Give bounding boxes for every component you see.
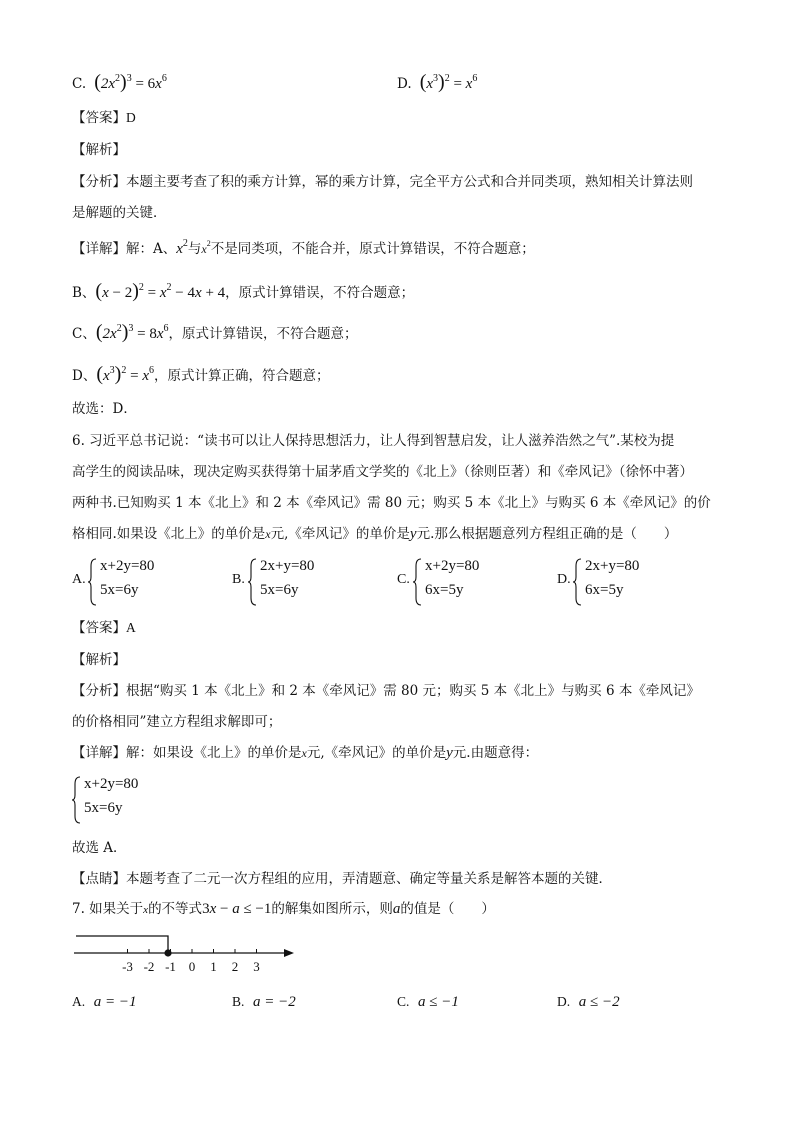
dianjing-text: 本题考查了二元一次方程组的应用，弄清题意、确定等量关系是解答本题的关键．	[126, 871, 612, 887]
q5-option-c	[72, 72, 167, 94]
q5-xiangjie-d	[72, 364, 329, 386]
system-row-2: 6x=5y	[585, 582, 624, 598]
stem-text: 元,《牵风记》的单价是	[270, 526, 410, 542]
q5-xiangjie-b	[72, 281, 414, 303]
system-row-1: x+2y=80	[425, 558, 480, 574]
math-x: x	[301, 746, 307, 760]
q6-dianjing	[72, 869, 612, 889]
q7-option	[557, 992, 620, 1012]
option-label: B.	[232, 994, 245, 1009]
xiangjie-text: 不是同类项，不能合并，原式计算错误，不符合题意；	[210, 241, 535, 257]
xiangjie-text: 与	[187, 241, 202, 257]
math-x: x	[143, 904, 149, 916]
system-row-2: 6x=5y	[425, 582, 464, 598]
q5-fenxi-line-1	[72, 172, 693, 192]
math-expr-c: $(2x^2)^3 = 8x^6$	[95, 321, 169, 343]
arrow-right-icon	[284, 949, 294, 957]
xiangjie-prefix: D、	[72, 368, 97, 384]
q5-option-d	[397, 72, 477, 94]
system-row-1: 2x+y=80	[585, 558, 640, 574]
system-row-2: 5x=6y	[260, 582, 299, 598]
q6-solution-system	[72, 776, 192, 824]
math-x2: $x^2$	[176, 238, 188, 257]
brace-icon	[72, 776, 82, 824]
q6-option-d-label: D.	[557, 572, 571, 587]
q7-option	[232, 992, 296, 1012]
stem-text: 7. 如果关于	[72, 901, 144, 917]
q6-option-system	[413, 558, 523, 606]
option-label: D.	[557, 994, 571, 1009]
xiangjie-text: ，原式计算正确，符合题意；	[153, 368, 330, 384]
q5-answer	[72, 108, 136, 128]
q6-jiexi: 【解析】	[72, 652, 126, 668]
option-label: C.	[397, 994, 410, 1009]
answer-value: A	[126, 620, 136, 635]
math-x-small: $x^2$	[201, 239, 211, 256]
math-y: y	[409, 526, 417, 542]
q6-fenxi-line-2: 的价格相同”建立方程组求解即可；	[72, 714, 282, 730]
q6-option-c-label: C.	[397, 572, 410, 587]
xiangjie-text: 解：A、	[126, 241, 177, 257]
q5-option-c-label: C.	[72, 76, 87, 92]
xiangjie-text: 元.由题意得：	[452, 745, 539, 761]
q6-xiangjie	[72, 743, 538, 763]
math-expr-d: $(x^3)^2 = x^6$	[96, 363, 154, 385]
stem-text: 的值是（ ）	[400, 901, 495, 917]
brace-icon	[88, 558, 98, 606]
xiangjie-prefix: C、	[72, 326, 96, 342]
option-expr: a = −2	[252, 994, 296, 1010]
q7-number-line	[72, 928, 302, 978]
tick-label: 3	[253, 959, 260, 974]
xiangjie-tag: 【详解】	[72, 241, 126, 257]
q6-option-a-label: A.	[72, 572, 86, 587]
xiangjie-text: 元,《牵风记》的单价是	[306, 745, 447, 761]
answer-tag: 【答案】	[72, 110, 126, 126]
option-expr: a = −1	[93, 994, 137, 1010]
fenxi-text: 本题主要考查了积的乘方计算，幂的乘方计算，完全平方公式和合并同类项，熟知相关计算法则	[126, 174, 693, 190]
math-a: a	[392, 901, 401, 917]
q6-option-system	[88, 558, 198, 606]
q5-xiangjie-a	[72, 239, 535, 259]
system-row-1: x+2y=80	[100, 558, 155, 574]
tick-label: 0	[188, 959, 196, 974]
q5-option-c-expr: $(2x^2)^3 = 6x^6$	[94, 71, 167, 93]
dianjing-tag: 【点睛】	[72, 871, 126, 887]
math-y: y	[446, 745, 453, 761]
q6-answer	[72, 618, 136, 638]
fenxi-tag: 【分析】	[72, 683, 126, 699]
xiangjie-text: ，原式计算错误，不符合题意；	[225, 285, 415, 301]
q5-jiexi: 【解析】	[72, 142, 126, 158]
q6-guxuan: 故选 A．	[72, 840, 127, 856]
q6-stem-line-1: 6. 习近平总书记说：“读书可以让人保持思想活力，让人得到智慧启发，让人滋养浩然之气”.某校为提	[72, 433, 675, 449]
q6-option-b-label: B.	[232, 572, 245, 587]
brace-icon	[413, 558, 423, 606]
tick-label: 1	[210, 959, 217, 974]
stem-text: 格相同.如果设《北上》的单价是	[72, 526, 266, 542]
option-label: A.	[72, 994, 86, 1009]
tick-label: 2	[231, 959, 239, 974]
stem-text: 元.那么根据题意列方程组正确的是（ ）	[416, 526, 678, 542]
system-row-1: 2x+y=80	[260, 558, 315, 574]
q6-option-system	[248, 558, 358, 606]
answer-value: D	[126, 110, 136, 125]
system-row-2: 5x=6y	[100, 582, 139, 598]
tick-label: -3	[122, 959, 133, 974]
tick-label: -1	[165, 959, 176, 974]
xiangjie-text: 解：如果设《北上》的单价是	[126, 745, 302, 761]
q6-stem-line-4	[72, 524, 677, 544]
stem-text: 的解集如图所示，则	[271, 901, 393, 917]
solution-set-ray	[76, 936, 168, 953]
q6-stem-line-3: 两种书.已知购买 1 本《北上》和 2 本《牵风记》需 80 元；购买 5 本《北上》与购买 6 本《牵风记》的价	[72, 495, 711, 511]
math-inequality: 3x − a ≤ −1	[202, 901, 272, 917]
system-row-1: x+2y=80	[84, 776, 139, 792]
q6-fenxi-line-1	[72, 681, 700, 701]
q6-stem-line-2: 高学生的阅读品味，现决定购买获得第十届茅盾文学奖的《北上》（徐则臣著）和《牵风记》（徐怀中著）	[72, 464, 693, 480]
system-row-2: 5x=6y	[84, 800, 123, 816]
q5-xiangjie-c	[72, 322, 358, 344]
q7-option	[397, 992, 459, 1012]
q6-option-system	[573, 558, 683, 606]
xiangjie-text: ，原式计算错误，不符合题意；	[168, 326, 358, 342]
answer-tag: 【答案】	[72, 620, 126, 636]
q5-option-d-expr: $(x^3)^2 = x^6$	[419, 71, 478, 93]
option-expr: a ≤ −1	[417, 994, 459, 1010]
q5-fenxi-line-2: 是解题的关键．	[72, 205, 167, 221]
fenxi-text: 根据“购买 1 本《北上》和 2 本《牵风记》需 80 元；购买 5 本《北上》与购买 6 本《牵风记》	[126, 683, 700, 699]
fenxi-tag: 【分析】	[72, 174, 126, 190]
brace-icon	[248, 558, 258, 606]
xiangjie-prefix: B、	[72, 285, 96, 301]
q5-guxuan: 故选：D．	[72, 401, 137, 417]
tick-label: -2	[143, 959, 155, 974]
option-expr: a ≤ −2	[578, 994, 620, 1010]
q7-stem	[72, 899, 495, 920]
xiangjie-tag: 【详解】	[72, 745, 126, 761]
q7-option	[72, 992, 136, 1012]
q5-option-d-label: D.	[397, 76, 412, 92]
math-x: x	[265, 527, 271, 541]
math-expr-b: $(x - 2)^2 = x^2 - 4x + 4$	[95, 280, 226, 302]
brace-icon	[573, 558, 583, 606]
stem-text: 的不等式	[148, 901, 203, 917]
